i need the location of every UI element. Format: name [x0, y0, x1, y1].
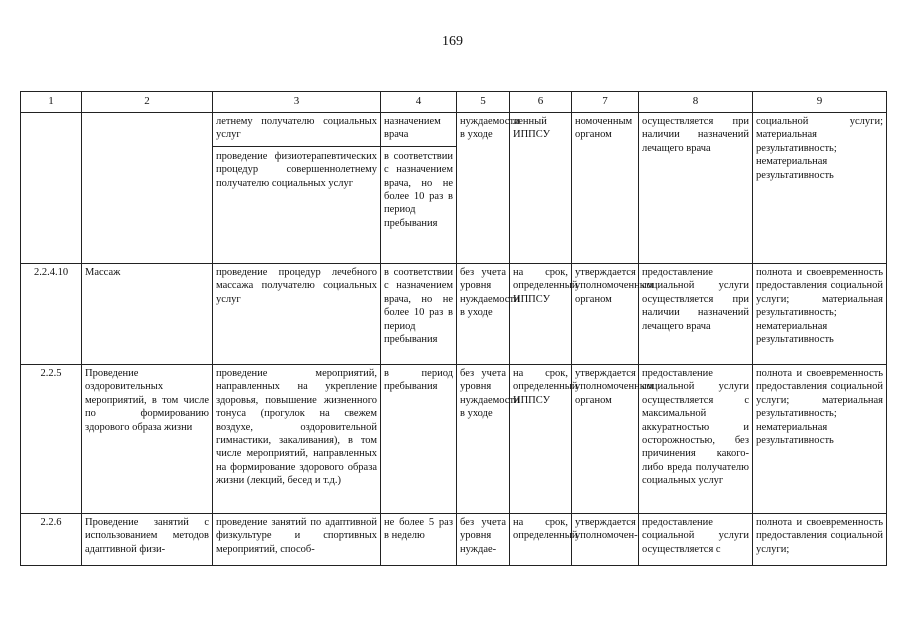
row-number: 2.2.5: [21, 365, 82, 514]
service-cost: номоченным органом: [572, 113, 639, 264]
table-row: [21, 365, 887, 514]
header-cell: 3: [213, 92, 381, 113]
service-term: нуждаемости в уходе: [457, 113, 510, 264]
row-number: 2.2.6: [21, 514, 82, 566]
service-term: без учета уровня нуждаемости в уходе: [457, 365, 510, 514]
content-part: летнему получателю социальных услуг: [213, 115, 380, 147]
service-evaluation: социальной услуги; материальная результативность; нематериальная результативность: [753, 113, 887, 264]
volume-part: назначением врача: [381, 115, 456, 147]
content-part: проведение физиотерапевтических процедур совершеннолетнему получателю социальных услуг: [216, 150, 377, 189]
service-period: на срок, определенный: [510, 514, 572, 566]
header-cell: 2: [82, 92, 213, 113]
service-evaluation: полнота и своевременность предоставления социальной услуги; материальная результативность; нематериальная результативность: [753, 264, 887, 365]
header-row: [21, 92, 887, 113]
service-quality: предоставление социальной услуги осуществляется с: [639, 514, 753, 566]
service-volume: в соответствии с назначением врача, но не более 10 раз в период пребывания: [381, 264, 457, 365]
services-table: [20, 91, 887, 566]
service-content: проведение мероприятий, направленных на укрепление здоровья, повышение жизненного тонуса (прогулок на свежем воздухе, оздоровительной гимнастики, закаливания), в том числе мероприятий, направленных на формирование здорового образа жизни (лекций, бесед и т.д.): [213, 365, 381, 514]
header-cell: 1: [21, 92, 82, 113]
service-content: проведение процедур лечебного массажа получателю социальных услуг: [213, 264, 381, 365]
service-evaluation: полнота и своевременность предоставления социальной услуги; материальная результативность; нематериальная результативность: [753, 365, 887, 514]
service-volume: в период пребывания: [381, 365, 457, 514]
row-number: [21, 113, 82, 264]
service-name: Проведение занятий с использованием методов адаптивной физи-: [82, 514, 213, 566]
row-number: 2.2.4.10: [21, 264, 82, 365]
table-row: [21, 113, 887, 264]
service-cost: утверждается уполномоченным органом: [572, 365, 639, 514]
service-period: на срок, определенный ИППСУ: [510, 365, 572, 514]
table-row: [21, 264, 887, 365]
service-name: [82, 113, 213, 264]
service-quality: предоставление социальной услуги осуществляется при наличии назначений лечащего врача: [639, 264, 753, 365]
service-volume: не более 5 раз в неделю: [381, 514, 457, 566]
service-period: на срок, определенный ИППСУ: [510, 264, 572, 365]
header-cell: 6: [510, 92, 572, 113]
header-cell: 4: [381, 92, 457, 113]
header-cell: 9: [753, 92, 887, 113]
volume-part: в соответствии с назначением врача, но не более 10 раз в период пребывания: [384, 150, 453, 229]
table-row: [21, 514, 887, 566]
service-quality: осуществляется при наличии назначений лечащего врача: [639, 113, 753, 264]
header-cell: 7: [572, 92, 639, 113]
service-term: без учета уровня нуждае-: [457, 514, 510, 566]
service-cost: утверждается уполномоченным органом: [572, 264, 639, 365]
service-quality: предоставление социальной услуги осуществляется с максимальной аккуратностью и осторожностью, без причинения какого-либо вреда получателю социальных услуг: [639, 365, 753, 514]
service-content: [213, 113, 381, 264]
header-cell: 5: [457, 92, 510, 113]
header-cell: 8: [639, 92, 753, 113]
service-volume: [381, 113, 457, 264]
page-number: 169: [442, 34, 463, 49]
service-term: без учета уровня нуждаемости в уходе: [457, 264, 510, 365]
service-name: Массаж: [82, 264, 213, 365]
service-name: Проведение оздоровительных мероприятий, в том числе по формированию здорового образа жизни: [82, 365, 213, 514]
service-evaluation: полнота и своевременность предоставления социальной услуги;: [753, 514, 887, 566]
service-cost: утверждается уполномочен-: [572, 514, 639, 566]
service-period: ленный ИППСУ: [510, 113, 572, 264]
service-content: проведение занятий по адаптивной физкультуре и спортивных мероприятий, способ-: [213, 514, 381, 566]
